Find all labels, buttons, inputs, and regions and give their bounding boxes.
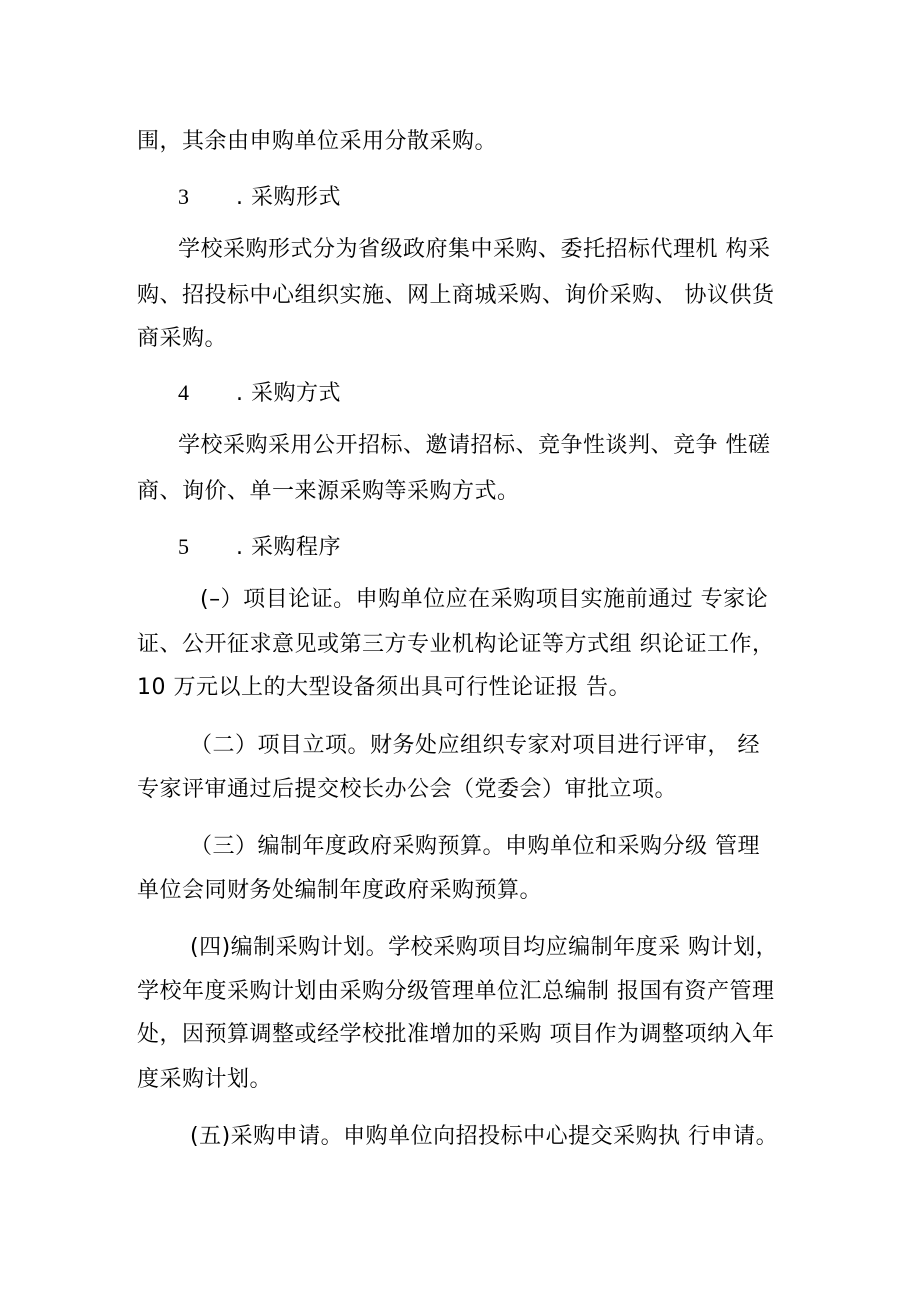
section-heading (178, 182, 341, 213)
section-title: . 采购形式 (236, 185, 341, 210)
body-text-line: 商、询价、单一来源采购等采购方式。 (137, 479, 520, 504)
body-text-line: 学校采购采用公开招标、邀请招标、竞争性谈判、竞争 性磋 (178, 433, 771, 458)
body-text-line: （三）编制年度政府采购预算。申购单位和采购分级 管理 (190, 834, 760, 859)
body-text-line: 围，其余由申购单位采用分散采购。 (137, 129, 498, 154)
section-number: 4 (178, 380, 190, 405)
section-heading (178, 378, 341, 409)
body-text-line: 处，因预算调整或经学校批准增加的采购 项目作为调整项纳入年 (137, 1022, 775, 1047)
body-text-line: 购、招投标中心组织实施、网上商城采购、询价采购、 协议供货 (137, 283, 775, 308)
section-number: 3 (178, 184, 190, 209)
body-text-line: 专家评审通过后提交校长办公会（党委会）审批立项。 (137, 777, 678, 802)
body-text-line: 学校采购形式分为省级政府集中采购、委托招标代理机 构采 (178, 237, 771, 262)
body-text-line: （二）项目立项。财务处应组织专家对项目进行评审， 经 (190, 733, 760, 758)
section-heading (178, 532, 341, 563)
body-text-line: (–）项目论证。申购单位应在采购项目实施前通过 专家论 (200, 587, 769, 612)
body-text-line: 证、公开征求意见或第三方专业机构论证等方式组 织论证工作， (137, 632, 775, 657)
section-number: 5 (178, 534, 190, 559)
body-text-line: (五)采购申请。申购单位向招投标中心提交采购执 行申请。 (190, 1124, 779, 1149)
body-text-line: 商采购。 (137, 326, 228, 351)
body-text-line: 单位会同财务处编制年度政府采购预算。 (137, 878, 543, 903)
section-title: . 采购方式 (236, 381, 341, 406)
body-text-line: (四)编制采购计划。学校采购项目均应编制年度采 购计划， (190, 935, 779, 960)
section-title: . 采购程序 (236, 535, 341, 560)
body-text-line: 10 万元以上的大型设备须出具可行性论证报 告。 (137, 675, 631, 700)
body-text-line: 度采购计划。 (137, 1067, 273, 1092)
body-text-line: 学校年度采购计划由采购分级管理单位汇总编制 报国有资产管理 (137, 979, 775, 1004)
